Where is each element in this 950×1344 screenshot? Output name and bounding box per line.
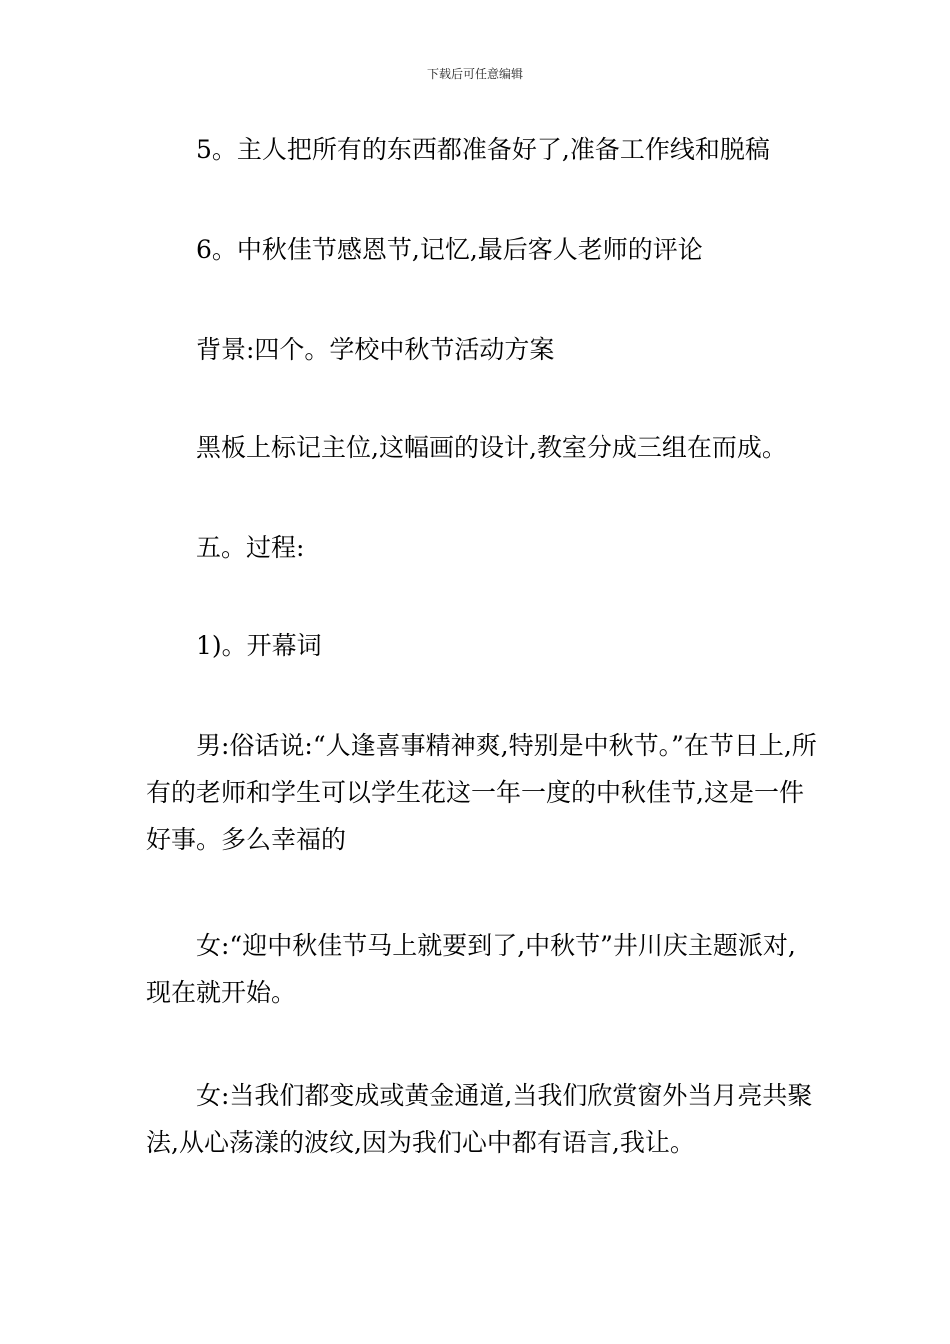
- paragraph-opening-heading: 1)。开幕词: [196, 631, 322, 660]
- paragraph-item-6: 6。中秋佳节感恩节,记忆,最后客人老师的评论: [196, 235, 703, 264]
- paragraph-background: 背景:四个。学校中秋节活动方案: [196, 335, 555, 364]
- paragraph-blackboard: 黑板上标记主位,这幅画的设计,教室分成三组在而成。: [196, 433, 787, 462]
- paragraph-process-heading: 五。过程:: [196, 533, 305, 562]
- paragraph-item-5: 5。主人把所有的东西都准备好了,准备工作线和脱稿: [196, 135, 770, 164]
- page-header: 下载后可任意编辑: [426, 67, 523, 81]
- paragraph-female-speech-1: 女:“迎中秋佳节马上就要到了,中秋节”井川庆主题派对,现在就开始。: [146, 931, 796, 1007]
- paragraph-male-speech: 男:俗话说:“人逢喜事精神爽,特别是中秋节。”在节日上,所有的老师和学生可以学生花这一年一度的中秋佳节,这是一件好事。多么幸福的: [146, 731, 817, 854]
- paragraph-female-speech-2: 女:当我们都变成或黄金通道,当我们欣赏窗外当月亮共聚法,从心荡漾的波纹,因为我们心中都有语言,我让。: [146, 1081, 813, 1157]
